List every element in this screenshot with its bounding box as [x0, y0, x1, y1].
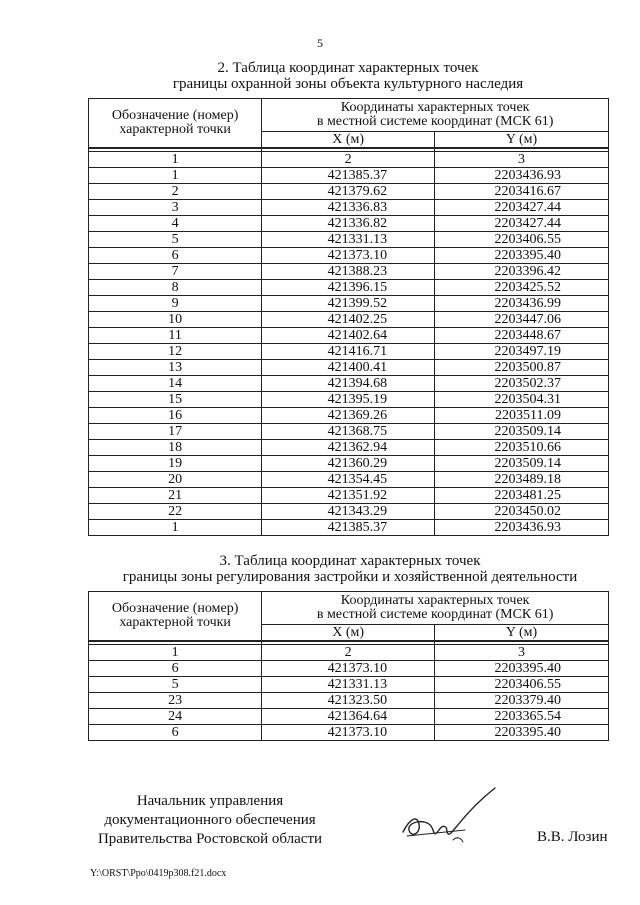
signature-title-block — [90, 792, 330, 849]
file-path: Y:\ORST\Ppo\0419p308.f21.docx — [90, 868, 227, 879]
column-number: 2 — [262, 152, 435, 168]
table-row — [89, 328, 609, 344]
table-row — [89, 344, 609, 360]
point-number: 6 — [89, 661, 262, 677]
table-row — [89, 232, 609, 248]
table-row — [89, 216, 609, 232]
y-coordinate: 2203509.14 — [435, 424, 609, 440]
point-number: 4 — [89, 216, 262, 232]
point-number: 9 — [89, 296, 262, 312]
y-coordinate: 2203481.25 — [435, 488, 609, 504]
table2-caption-line2: границы охранной зоны объекта культурного наследия — [172, 76, 524, 92]
header-designation-line1: Обозначение (номер) — [111, 601, 239, 616]
x-coordinate: 421336.82 — [262, 216, 435, 232]
point-number: 6 — [89, 725, 262, 741]
x-coordinate: 421368.75 — [262, 424, 435, 440]
table-row — [89, 661, 609, 677]
y-coordinate: 2203511.09 — [435, 408, 609, 424]
x-coordinate: 421395.19 — [262, 392, 435, 408]
header-designation — [89, 99, 262, 149]
column-number: 2 — [262, 645, 435, 661]
table-row — [89, 184, 609, 200]
point-number: 7 — [89, 264, 262, 280]
header-x: X (м) — [262, 625, 435, 642]
point-number: 22 — [89, 504, 262, 520]
table-row — [89, 693, 609, 709]
signer-position-line3: Правительства Ростовской области — [97, 831, 323, 847]
point-number: 11 — [89, 328, 262, 344]
y-coordinate: 2203504.31 — [435, 392, 609, 408]
x-coordinate: 421373.10 — [262, 248, 435, 264]
y-coordinate: 2203500.87 — [435, 360, 609, 376]
x-coordinate: 421336.83 — [262, 200, 435, 216]
y-coordinate: 2203436.99 — [435, 296, 609, 312]
y-coordinate: 2203427.44 — [435, 216, 609, 232]
x-coordinate: 421373.10 — [262, 661, 435, 677]
x-coordinate: 421379.62 — [262, 184, 435, 200]
point-number: 23 — [89, 693, 262, 709]
x-coordinate: 421362.94 — [262, 440, 435, 456]
header-coordinates-line1: Координаты характерных точек — [340, 100, 530, 115]
table-row — [89, 456, 609, 472]
table-row — [89, 248, 609, 264]
page-number: 5 — [317, 36, 323, 50]
point-number: 17 — [89, 424, 262, 440]
x-coordinate: 421351.92 — [262, 488, 435, 504]
point-number: 20 — [89, 472, 262, 488]
y-coordinate: 2203395.40 — [435, 725, 609, 741]
point-number: 19 — [89, 456, 262, 472]
header-coordinates-line1: Координаты характерных точек — [340, 593, 530, 608]
y-coordinate: 2203416.67 — [435, 184, 609, 200]
table3-caption-line1: 3. Таблица координат характерных точек — [219, 553, 481, 569]
point-number: 8 — [89, 280, 262, 296]
header-y: Y (м) — [435, 625, 609, 642]
x-coordinate: 421402.64 — [262, 328, 435, 344]
header-designation — [89, 592, 262, 642]
point-number: 21 — [89, 488, 262, 504]
x-coordinate: 421364.64 — [262, 709, 435, 725]
table-row — [89, 520, 609, 536]
table-row — [89, 677, 609, 693]
point-number: 10 — [89, 312, 262, 328]
table-row — [89, 296, 609, 312]
x-coordinate: 421385.37 — [262, 520, 435, 536]
point-number: 5 — [89, 677, 262, 693]
header-designation-line1: Обозначение (номер) — [111, 108, 239, 123]
point-number: 24 — [89, 709, 262, 725]
table-row — [89, 504, 609, 520]
header-coordinates-line2: в местной системе координат (МСК 61) — [316, 114, 554, 129]
table-row — [89, 312, 609, 328]
table-row — [89, 376, 609, 392]
header-coordinates — [262, 99, 609, 132]
column-number: 3 — [435, 152, 609, 168]
column-number: 1 — [89, 152, 262, 168]
y-coordinate: 2203396.42 — [435, 264, 609, 280]
x-coordinate: 421416.71 — [262, 344, 435, 360]
point-number: 13 — [89, 360, 262, 376]
signer-position-line2: документационного обеспечения — [104, 812, 316, 828]
y-coordinate: 2203365.54 — [435, 709, 609, 725]
y-coordinate: 2203425.52 — [435, 280, 609, 296]
x-coordinate: 421385.37 — [262, 168, 435, 184]
y-coordinate: 2203447.06 — [435, 312, 609, 328]
x-coordinate: 421360.29 — [262, 456, 435, 472]
table2-caption-line1: 2. Таблица координат характерных точек — [217, 60, 479, 76]
table2-caption — [88, 60, 608, 92]
x-coordinate: 421331.13 — [262, 677, 435, 693]
point-number: 18 — [89, 440, 262, 456]
column-number: 1 — [89, 645, 262, 661]
point-number: 2 — [89, 184, 262, 200]
y-coordinate: 2203436.93 — [435, 168, 609, 184]
point-number: 1 — [89, 520, 262, 536]
point-number: 3 — [89, 200, 262, 216]
table-row — [89, 264, 609, 280]
table-row — [89, 360, 609, 376]
point-number: 14 — [89, 376, 262, 392]
x-coordinate: 421343.29 — [262, 504, 435, 520]
x-coordinate: 421373.10 — [262, 725, 435, 741]
y-coordinate: 2203450.02 — [435, 504, 609, 520]
y-coordinate: 2203436.93 — [435, 520, 609, 536]
header-coordinates — [262, 592, 609, 625]
table-row — [89, 424, 609, 440]
table-row — [89, 408, 609, 424]
signer-position-line1: Начальник управления — [136, 793, 284, 809]
table-row — [89, 709, 609, 725]
table3-caption — [70, 553, 630, 585]
x-coordinate: 421331.13 — [262, 232, 435, 248]
point-number: 6 — [89, 248, 262, 264]
y-coordinate: 2203497.19 — [435, 344, 609, 360]
x-coordinate: 421388.23 — [262, 264, 435, 280]
x-coordinate: 421400.41 — [262, 360, 435, 376]
point-number: 15 — [89, 392, 262, 408]
y-coordinate: 2203379.40 — [435, 693, 609, 709]
x-coordinate: 421396.15 — [262, 280, 435, 296]
point-number: 1 — [89, 168, 262, 184]
x-coordinate: 421399.52 — [262, 296, 435, 312]
y-coordinate: 2203395.40 — [435, 248, 609, 264]
point-number: 12 — [89, 344, 262, 360]
y-coordinate: 2203406.55 — [435, 232, 609, 248]
table3-body — [89, 661, 609, 741]
point-number: 5 — [89, 232, 262, 248]
point-number: 16 — [89, 408, 262, 424]
table2-body — [89, 168, 609, 536]
handwritten-signature — [395, 780, 505, 850]
signer-name: В.В. Лозин — [537, 829, 608, 845]
y-coordinate: 2203395.40 — [435, 661, 609, 677]
table3-coordinates — [88, 591, 609, 741]
x-coordinate: 421323.50 — [262, 693, 435, 709]
table-row — [89, 725, 609, 741]
table-row — [89, 392, 609, 408]
header-coordinates-line2: в местной системе координат (МСК 61) — [316, 607, 554, 622]
x-coordinate: 421369.26 — [262, 408, 435, 424]
table-row — [89, 168, 609, 184]
table2-coordinates — [88, 98, 609, 536]
header-designation-line2: характерной точки — [119, 615, 231, 630]
header-y: Y (м) — [435, 132, 609, 149]
x-coordinate: 421402.25 — [262, 312, 435, 328]
table-row — [89, 280, 609, 296]
y-coordinate: 2203502.37 — [435, 376, 609, 392]
table-row — [89, 200, 609, 216]
y-coordinate: 2203510.66 — [435, 440, 609, 456]
header-x: X (м) — [262, 132, 435, 149]
y-coordinate: 2203489.18 — [435, 472, 609, 488]
table-row — [89, 440, 609, 456]
y-coordinate: 2203427.44 — [435, 200, 609, 216]
x-coordinate: 421354.45 — [262, 472, 435, 488]
y-coordinate: 2203406.55 — [435, 677, 609, 693]
table3-caption-line2: границы зоны регулирования застройки и хозяйственной деятельности — [122, 569, 578, 585]
x-coordinate: 421394.68 — [262, 376, 435, 392]
header-designation-line2: характерной точки — [119, 122, 231, 137]
table-row — [89, 488, 609, 504]
y-coordinate: 2203448.67 — [435, 328, 609, 344]
y-coordinate: 2203509.14 — [435, 456, 609, 472]
table-row — [89, 472, 609, 488]
column-number: 3 — [435, 645, 609, 661]
